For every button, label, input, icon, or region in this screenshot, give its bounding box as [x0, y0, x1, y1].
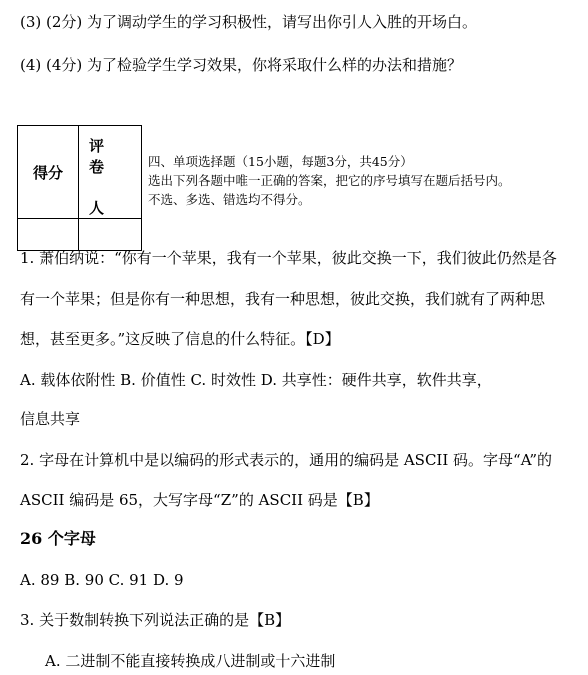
q2-line-1: 2. 字母在计算机中是以编码的形式表示的，通用的编码是 ASCII 码。字母“A”的: [20, 451, 553, 469]
section-instruction-2: 不选、多选、错选均不得分。: [148, 192, 311, 207]
q2-line-2: ASCII 编码是 65，大写字母“Z”的 ASCII 码是【B】: [20, 491, 379, 509]
question-3-text: (3) (2分) 为了调动学生的学习积极性，请写出你引人入胜的开场白。: [20, 13, 478, 31]
q3-option-a: A. 二进制不能直接转换成八进制或十六进制: [45, 652, 336, 670]
reviewer-input-cell[interactable]: [79, 219, 142, 251]
section-title: 四、单项选择题（15小题，每题3分，共45分）: [148, 154, 413, 169]
reviewer-label-line1: 评 卷: [89, 137, 119, 176]
q1-options: A. 载体依附性 B. 价值性 C. 时效性 D. 共享性：硬件共享，软件共享，: [20, 371, 492, 389]
score-input-cell[interactable]: [18, 219, 79, 251]
q3-line-1: 3. 关于数制转换下列说法正确的是【B】: [20, 611, 291, 629]
score-label: 得分: [32, 163, 63, 182]
q1-line-1: 1. 萧伯纳说：“你有一个苹果，我有一个苹果，彼此交换一下，我们彼此仍然是各: [20, 249, 557, 267]
q2-note: 26 个字母: [20, 529, 96, 548]
score-table: [17, 125, 142, 251]
q2-options: A. 89 B. 90 C. 91 D. 9: [20, 571, 184, 589]
question-4-text: (4) (4分) 为了检验学生学习效果，你将采取什么样的办法和措施？: [20, 56, 463, 74]
score-label-cell: [18, 126, 79, 219]
reviewer-label-line2: 人: [89, 199, 105, 217]
reviewer-label-cell: [79, 126, 142, 219]
q1-line-3: 想，甚至更多。”这反映了信息的什么特征。【D】: [20, 330, 340, 348]
section-instruction-1: 选出下列各题中唯一正确的答案，把它的序号填写在题后括号内。: [148, 173, 511, 188]
q1-options-continued: 信息共享: [20, 410, 81, 428]
q1-line-2: 有一个苹果；但是你有一种思想，我有一种思想，彼此交换，我们就有了两种思: [20, 290, 546, 308]
